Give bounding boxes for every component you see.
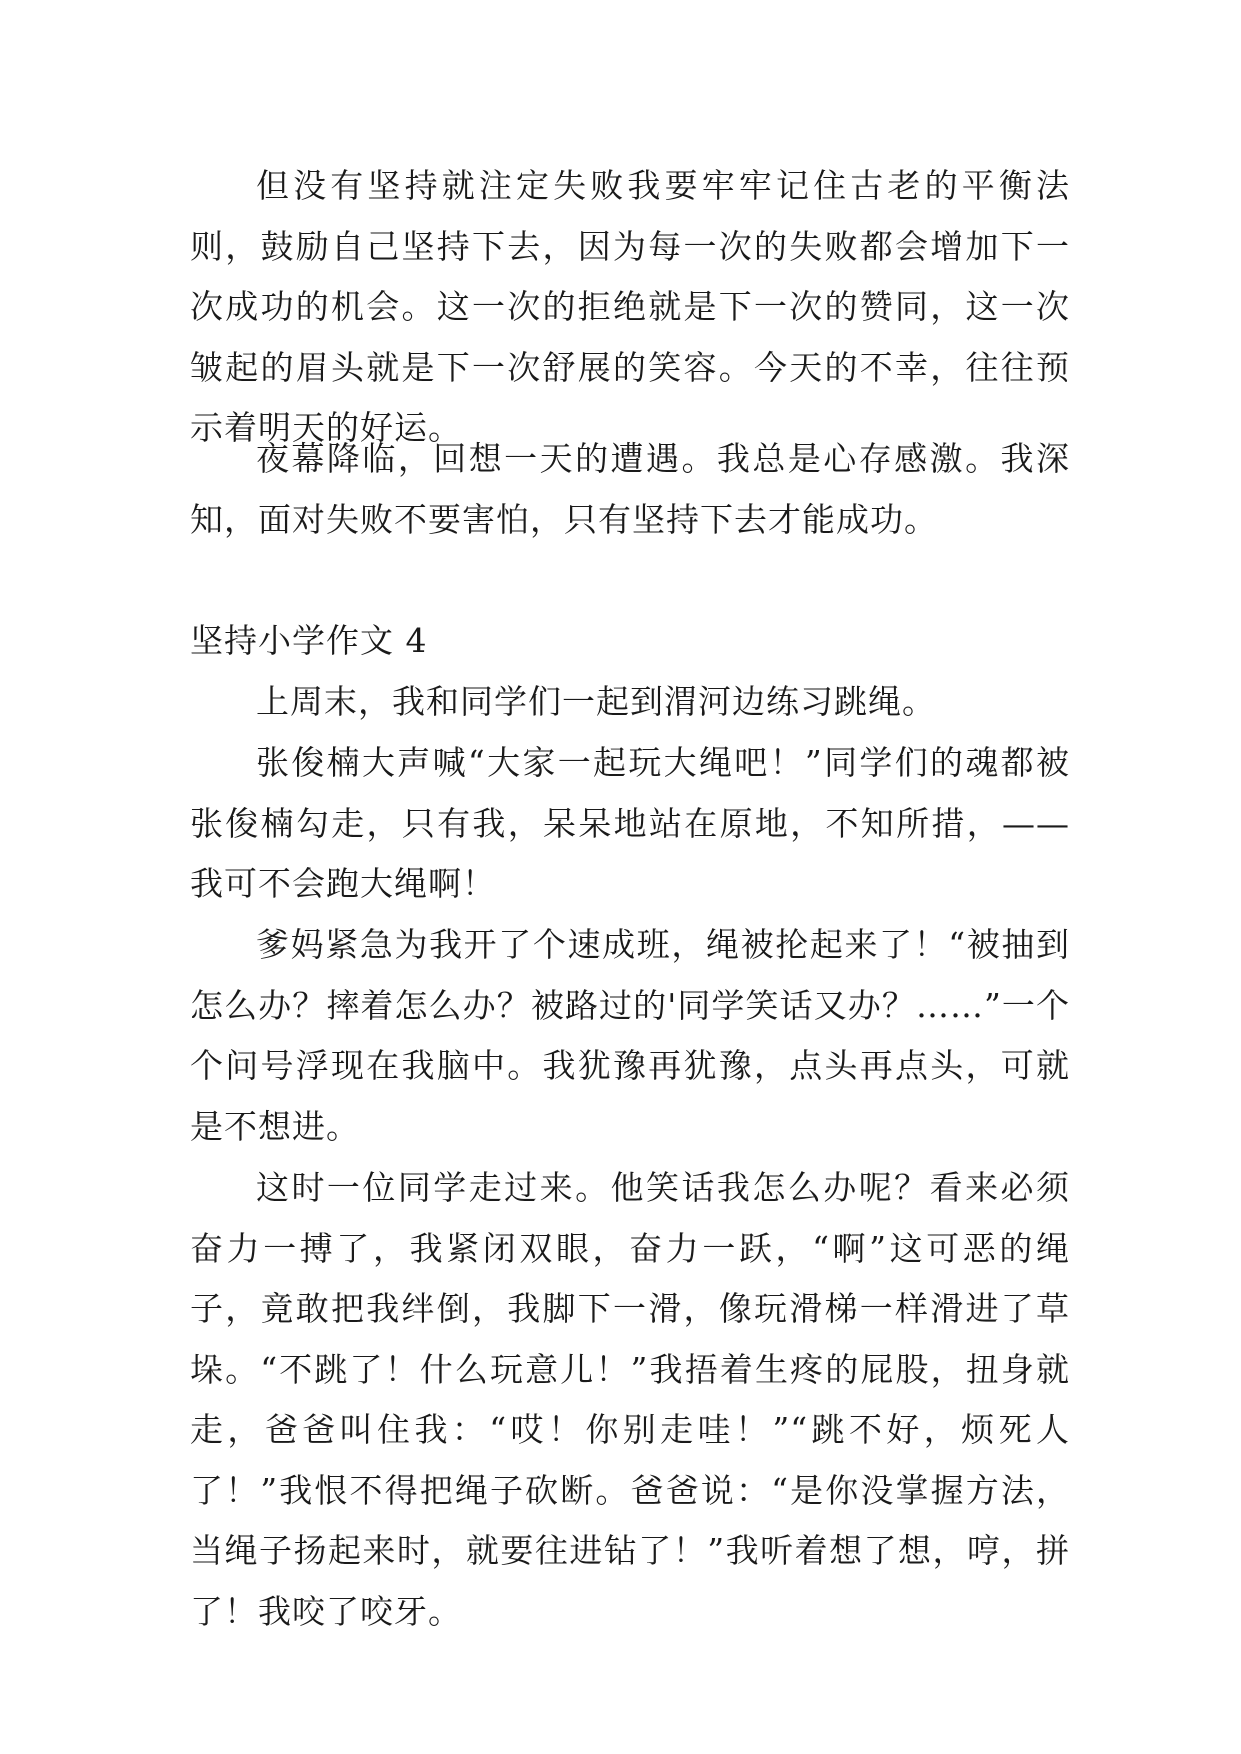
paragraph-3: 上周末，我和同学们一起到渭河边练习跳绳。 [256, 682, 936, 721]
paragraph-6: 这时一位同学走过来。他笑话我怎么办呢？看来必须奋力一搏了，我紧闭双眼，奋力一跃，“啊”这可恶的绳子，竟敢把我绊倒，我脚下一滑，像玩滑梯一样滑进了草垛。“不跳了！什么玩意儿！”我捂着生疼的屁股，扭身就走，爸爸叫住我：“哎！你别走哇！”“跳不好，烦死人了！”我恨不得把绳子砍断。爸爸说：“是你没掌握方法，当绳子扬起来时，就要往进钻了！”我听着想了想，哼，拼了！我咬了咬牙。 [190, 1168, 1070, 1631]
paragraph-2: 夜幕降临，回想一天的遭遇。我总是心存感激。我深知，面对失败不要害怕，只有坚持下去才能成功。 [190, 439, 1070, 539]
paragraph-4: 张俊楠大声喊“大家一起玩大绳吧！”同学们的魂都被张俊楠勾走，只有我，呆呆地站在原地，不知所措，——我可不会跑大绳啊！ [190, 743, 1070, 903]
section-title: 坚持小学作文 4 [190, 621, 428, 660]
paragraph-5: 爹妈紧急为我开了个速成班，绳被抡起来了！“被抽到怎么办？摔着怎么办？被路过的'同学笑话又办？……”一个个问号浮现在我脑中。我犹豫再犹豫，点头再点头，可就是不想进。 [190, 925, 1070, 1146]
paragraph-1: 但没有坚持就注定失败我要牢牢记住古老的平衡法则，鼓励自己坚持下去，因为每一次的失败都会增加下一次成功的机会。这一次的拒绝就是下一次的赞同，这一次皱起的眉头就是下一次舒展的笑容。今天的不幸，往往预示着明天的好运。 [190, 166, 1070, 447]
